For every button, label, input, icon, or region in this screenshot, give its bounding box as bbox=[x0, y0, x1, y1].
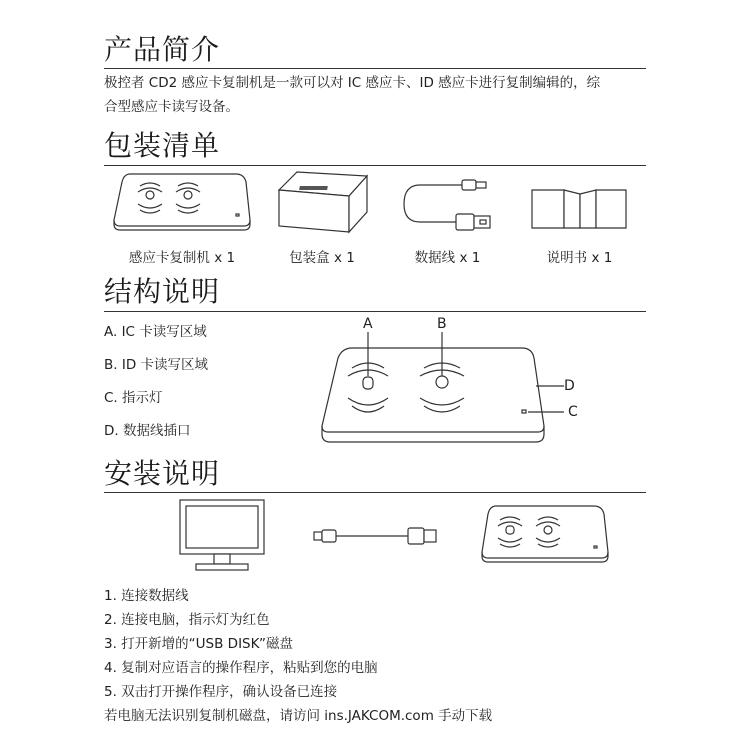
box-icon bbox=[275, 168, 370, 236]
package-divider bbox=[104, 165, 646, 166]
structure-item-d: D. 数据线插口 bbox=[104, 423, 191, 439]
monitor-icon bbox=[176, 496, 268, 574]
package-item-manual-label: 说明书 x 1 bbox=[546, 250, 613, 266]
intro-heading: 产品简介 bbox=[104, 33, 221, 66]
install-step-3: 3. 打开新增的“USB DISK”磁盘 bbox=[104, 636, 294, 652]
package-item-cable-label: 数据线 x 1 bbox=[414, 250, 481, 266]
callout-b: B bbox=[437, 316, 447, 332]
usb-cable-straight-icon bbox=[312, 524, 440, 548]
install-note: 若电脑无法识别复制机磁盘，请访问 ins.JAKCOM.com 手动下载 bbox=[104, 708, 493, 724]
device-structure-diagram bbox=[318, 328, 578, 450]
install-step-5: 5. 双击打开操作程序，确认设备已连接 bbox=[104, 684, 338, 700]
structure-item-b: B. ID 卡读写区域 bbox=[104, 357, 209, 373]
package-heading: 包装清单 bbox=[104, 129, 221, 162]
structure-heading: 结构说明 bbox=[104, 275, 221, 308]
callout-a: A bbox=[363, 316, 373, 332]
install-heading: 安装说明 bbox=[104, 457, 221, 490]
intro-line-1: 极控者 CD2 感应卡复制机是一款可以对 IC 感应卡、ID 感应卡进行复制编辑的，综 bbox=[104, 75, 601, 91]
card-copier-small-icon bbox=[480, 502, 610, 566]
callout-c: C bbox=[568, 404, 578, 420]
structure-divider bbox=[104, 311, 646, 312]
card-copier-icon bbox=[112, 170, 252, 232]
install-divider bbox=[104, 492, 646, 493]
manual-icon bbox=[530, 188, 628, 232]
structure-item-c: C. 指示灯 bbox=[104, 390, 163, 406]
intro-divider bbox=[104, 68, 646, 69]
structure-item-a: A. IC 卡读写区域 bbox=[104, 324, 207, 340]
install-step-4: 4. 复制对应语言的操作程序，粘贴到您的电脑 bbox=[104, 660, 378, 676]
install-step-1: 1. 连接数据线 bbox=[104, 588, 189, 604]
package-item-box-label: 包装盒 x 1 bbox=[289, 250, 355, 266]
usb-cable-icon bbox=[400, 176, 496, 234]
install-step-2: 2. 连接电脑，指示灯为红色 bbox=[104, 612, 270, 628]
intro-line-2: 合型感应卡读写设备。 bbox=[104, 99, 239, 115]
package-item-copier-label: 感应卡复制机 x 1 bbox=[128, 250, 236, 266]
callout-d: D bbox=[564, 378, 575, 394]
